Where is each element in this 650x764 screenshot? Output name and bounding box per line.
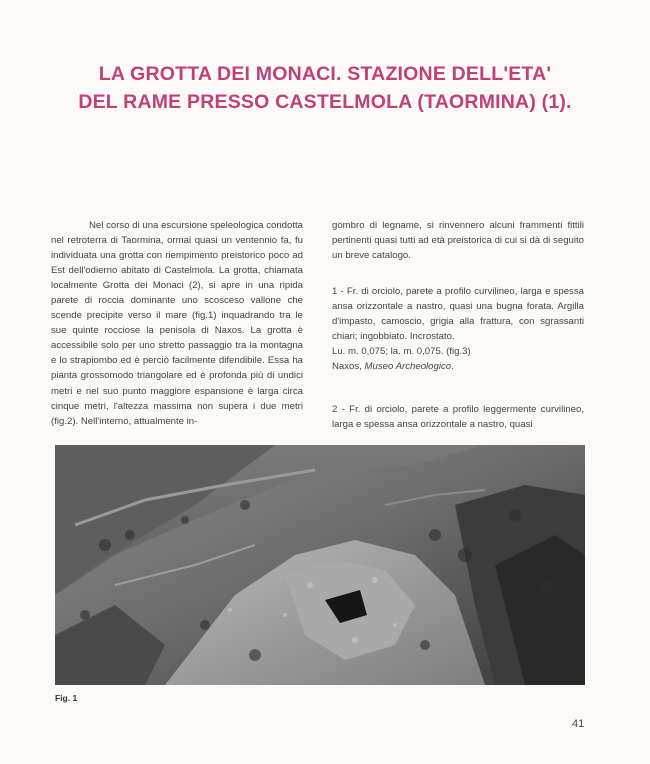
catalog-item-1-location-suffix: . [451,361,454,373]
right-column [332,218,584,433]
catalog-item-1-museum: Museo Archeologico [364,361,452,373]
figure-1-caption: Fig. 1 [55,693,78,703]
catalog-item-1-measures: Lu. m. 0,075; la. m. 0,075. (fig.3) [332,346,471,358]
page-number: 41 [572,718,585,730]
catalog-item-1 [332,284,584,374]
catalog-item-2: 2 - Fr. di orciolo, parete a profilo leggermente curvilineo, larga e spessa ansa orizzontale a nastro, quasi [332,404,584,431]
title-line-2: DEL RAME PRESSO CASTELMOLA (TAORMINA) (1). [78,91,572,113]
title-line-1: LA GROTTA DEI MONACI. STAZIONE DELL'ETA' [98,63,552,85]
continuation-paragraph: gombro di legname, si rinvennero alcuni frammenti fittili pertinenti quasi tutti ad età preistorica di cui si dà di seguito un breve catalogo. [332,220,584,262]
figure-1-photo [55,445,585,685]
cliff-photo-illustration [55,445,585,685]
intro-paragraph: Nel corso di una escursione speleologica condotta nel retroterra di Taormina, ormai quasi un ventennio fa, fu individuata una grotta con riempimento preistorico poco ad Est dell'odierno abitato di Castelmola. La grotta, chiamata localmente Grotta dei Monaci (2), si apre in una ripida parete di roccia dominante uno scosceso vallone che scende precipite verso il mare (fig.1) inquadrando tra le sue quinte rocciose la penisola di Naxos. La grotta è accessibile solo per uno stretto passaggio tra la montagna e lo strapiombo ed è perciò facilmente difendibile. Essa ha pianta grossomodo triangolare ed è profonda più di undici metri e nel suo punto maggiore espansione è larga circa cinque metri, l'altezza massima non supera i due metri (fig.2). Nell'interno, attualmente in- [51,220,303,427]
catalog-item-1-location-prefix: Naxos, [332,361,365,373]
left-column [51,218,303,429]
catalog-item-1-text: 1 - Fr. di orciolo, parete a profilo curvilineo, larga e spessa ansa orizzontale a nastro, quasi una bugna forata. Argilla d'impasto, camoscio, grigia alla frattura, con sgrassanti chiari; ingobbiato. Incrostato. [332,286,584,343]
article-title [40,60,610,116]
